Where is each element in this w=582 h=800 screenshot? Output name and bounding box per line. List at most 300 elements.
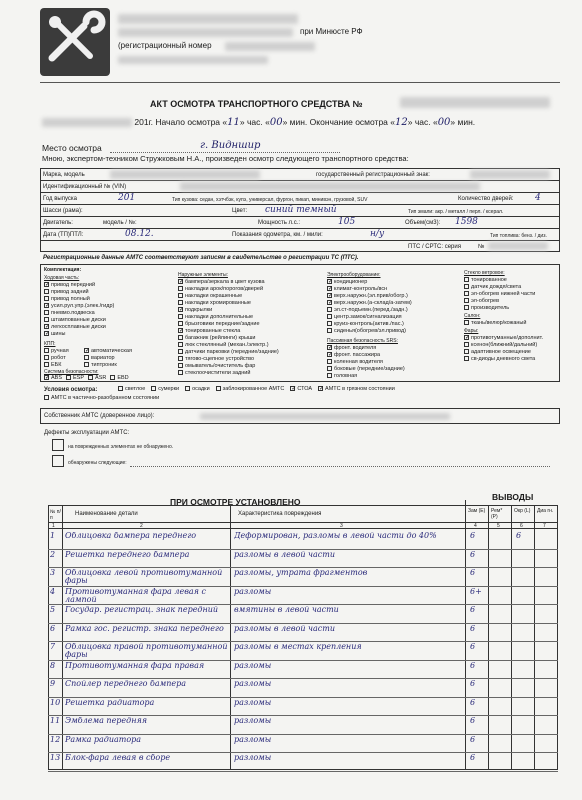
glass-item[interactable] — [464, 277, 558, 284]
checkbox[interactable] — [178, 286, 183, 291]
part-name: Эмблема передняя — [65, 717, 148, 725]
checkbox[interactable] — [178, 328, 183, 333]
end-min: 00 — [437, 117, 451, 128]
checkbox-label: эл-обогрев нижней части — [471, 291, 536, 297]
end-hour-sep: » час. « — [407, 117, 438, 127]
checkbox[interactable] — [178, 321, 183, 326]
part-name: Блок-фара левая в сборе — [65, 754, 171, 762]
checkbox-label: осадки — [192, 386, 210, 392]
lights-item[interactable] — [464, 335, 558, 342]
chassis-item[interactable] — [44, 331, 164, 338]
test-date-value: 08.12. — [125, 229, 154, 239]
checkbox[interactable] — [178, 349, 183, 354]
row-rule — [48, 678, 558, 679]
ext-item[interactable] — [178, 342, 323, 349]
paint-label: Тип эмали: акр. / металл / перл. / ксерал. — [408, 209, 504, 215]
checkbox[interactable] — [318, 386, 323, 391]
checkbox[interactable] — [44, 317, 49, 322]
results-title: ПРИ ОСМОТРЕ УСТАНОВЛЕНО — [170, 497, 301, 507]
cond-item[interactable] — [290, 386, 312, 393]
checkbox-label: EBD — [117, 375, 129, 381]
checkbox[interactable] — [110, 375, 115, 380]
checkbox[interactable] — [178, 300, 183, 305]
vt-rule-6 — [40, 240, 560, 241]
ext-item[interactable] — [178, 349, 323, 356]
test-date-label: Дата (ТП)ПТЛ: — [43, 232, 84, 238]
org-address-redacted — [118, 56, 268, 64]
checkbox[interactable] — [44, 331, 49, 336]
checkbox[interactable] — [44, 375, 49, 380]
year-label: Год выпуска — [43, 196, 77, 202]
conditions-items-list — [118, 386, 395, 393]
col-okr-header: Окр (L) — [514, 508, 531, 514]
replace-mark: 6 — [470, 532, 476, 540]
checkbox[interactable] — [178, 279, 183, 284]
part-name: Облицовка левой противотуманной фары — [65, 569, 223, 585]
chassis-item[interactable] — [44, 310, 164, 317]
row-rule — [48, 604, 558, 605]
checkbox[interactable] — [290, 386, 295, 391]
checkbox-label: привод задний — [51, 289, 89, 295]
checkbox-label: адаптивное освещение — [471, 349, 531, 355]
damage-description: Деформирован, разломы в левой части до 40% — [234, 532, 437, 540]
checkbox-label: ткань/велюр/кожаный — [471, 320, 527, 326]
glass-item[interactable] — [464, 284, 558, 291]
kpp-title: КПП: — [44, 341, 56, 347]
passive-item[interactable] — [327, 352, 467, 359]
salon-items-list — [464, 320, 558, 327]
checkbox[interactable] — [464, 291, 469, 296]
checkbox[interactable] — [44, 324, 49, 329]
make-label: Марка, модель — [43, 172, 85, 178]
checkbox-label: стеклоочистители задний — [185, 370, 251, 376]
chassis-item[interactable] — [44, 289, 164, 296]
checkbox[interactable] — [464, 305, 469, 310]
checkbox-label: верх.наружн.(эл.прив/обогр.) — [334, 293, 408, 299]
salon-item[interactable] — [464, 320, 558, 327]
engine-label: Двигатель: — [43, 220, 73, 226]
reg-label: государственный регистрационный знак: — [316, 172, 430, 178]
fuel-label: Тип топлива: бенз. / диз. — [490, 233, 547, 239]
cond-item[interactable] — [216, 386, 285, 393]
row-rule — [48, 660, 558, 661]
checkbox[interactable] — [327, 359, 332, 364]
date-line — [42, 117, 475, 128]
safety-item[interactable] — [88, 375, 106, 382]
ext-item[interactable] — [178, 300, 323, 307]
checkbox[interactable] — [66, 375, 71, 380]
lights-item[interactable] — [464, 342, 558, 349]
org-name-redacted — [118, 14, 298, 24]
safety-item[interactable] — [44, 375, 62, 382]
checkbox[interactable] — [464, 284, 469, 289]
part-name: Облицовка бампера переднего — [65, 532, 197, 540]
pts-label: ПТС / СРТС: серия — [408, 244, 461, 250]
body-label: Тип кузова: седан, хэтчбэк, купэ, универсал, фургон, пикап, минивэн, грузовой, SUV — [172, 197, 368, 203]
col-no-header: № п/п — [50, 509, 61, 521]
elec-item[interactable] — [327, 307, 467, 314]
column-number: 2 — [140, 523, 143, 529]
col-sep-2 — [230, 505, 231, 770]
checkbox[interactable] — [327, 366, 332, 371]
defect-line-2: обнаружены следующие: — [68, 460, 127, 466]
column-number: 4 — [474, 523, 477, 529]
partial-disassembly-checkbox[interactable] — [44, 395, 49, 400]
ext-item[interactable] — [178, 363, 323, 370]
row-rule — [48, 567, 558, 568]
kpp-item[interactable] — [44, 348, 84, 355]
checkbox-label: св-диоды дневного света — [471, 356, 536, 362]
org-reg-number-text: (регистрационный номер — [118, 41, 212, 50]
replace-mark: 6 — [470, 550, 476, 559]
checkbox-label: накладки окрашенные — [185, 293, 243, 299]
checkbox[interactable] — [327, 307, 332, 312]
row-number: 2 — [50, 550, 56, 559]
safety-items-list — [44, 375, 129, 382]
damage-description: разломы — [234, 587, 272, 596]
checkbox-label: накладки дополнительные — [185, 314, 254, 320]
checkbox-label: шины — [51, 331, 66, 337]
checkbox-label: эл-обогрев — [471, 298, 500, 304]
cond-item[interactable] — [318, 386, 395, 393]
org-ministry-text: при Минюсте РФ — [300, 27, 363, 36]
cond-item[interactable] — [185, 386, 210, 393]
replace-mark: 6 — [470, 735, 476, 744]
conclusions-title: ВЫВОДЫ — [492, 492, 534, 502]
checkbox-label: усил.рул.упр.(элек./гидр) — [51, 303, 115, 309]
checkbox[interactable] — [464, 335, 469, 340]
part-name: Государ. регистрац. знак передний — [65, 606, 219, 614]
checkbox[interactable] — [178, 335, 183, 340]
make-value-redacted — [110, 170, 260, 179]
salon-title: Салон: — [464, 313, 481, 319]
chassis-item[interactable] — [44, 303, 164, 310]
checkbox[interactable] — [327, 352, 332, 357]
checkbox-label: накладки арок/порогов/дверей — [185, 286, 264, 292]
power-label: Мощность л.с.: — [258, 220, 301, 226]
elec-item[interactable] — [327, 293, 467, 300]
checkbox-label: заблокированное АМТС — [222, 386, 285, 392]
lights-title: Фары: — [464, 328, 479, 334]
checkbox-label: светлое — [125, 386, 146, 392]
checkbox[interactable] — [464, 298, 469, 303]
replace-mark: 6 — [470, 569, 476, 577]
checkbox[interactable] — [84, 348, 89, 353]
passive-item[interactable] — [327, 373, 467, 380]
reg-value-redacted — [470, 170, 550, 179]
chassis-item[interactable] — [44, 324, 164, 331]
safety-title: Система безопасности: — [44, 369, 99, 375]
checkbox[interactable] — [44, 355, 49, 360]
glass-items-list — [464, 277, 558, 312]
row-rule — [48, 697, 558, 698]
elec-item[interactable] — [327, 300, 467, 307]
partial-disassembly-label: АМТС в частично-разобранном состоянии — [51, 395, 160, 401]
column-number: 3 — [340, 523, 343, 529]
start-min: 00 — [269, 117, 283, 128]
passive-title: Пассивная безопасность SRS: — [327, 338, 398, 344]
ext-item[interactable] — [178, 328, 323, 335]
checkbox[interactable] — [44, 348, 49, 353]
checkbox-label: вариатор — [91, 355, 115, 361]
start-label: г. Начало осмотра « — [148, 117, 228, 127]
col-desc-header: Характеристика повреждения — [238, 511, 322, 517]
col-sep-6 — [534, 505, 535, 770]
row-number: 4 — [50, 587, 56, 596]
row-number: 7 — [50, 643, 56, 651]
kpp-items-list — [44, 348, 164, 369]
engine-model-label: модель / №: — [103, 220, 137, 226]
checkbox[interactable] — [44, 296, 49, 301]
checkbox-label: производитель — [471, 305, 510, 311]
lights-item[interactable] — [464, 356, 558, 363]
checkbox[interactable] — [327, 279, 332, 284]
org-reg-redacted — [225, 42, 315, 51]
ext-item[interactable] — [178, 356, 323, 363]
power-value: 105 — [338, 217, 356, 227]
row-rule — [48, 641, 558, 642]
reg-data-title: Регистрационные данные АМТС соответствуют записям в свидетельстве о регистрации ТС (ПТС). — [43, 255, 359, 261]
checkbox-label: датчик дождя/света — [471, 284, 522, 290]
row-number: 3 — [50, 569, 56, 577]
owner-label: Собственник АМТС (доверенное лицо): — [44, 413, 155, 419]
checkbox[interactable] — [216, 386, 221, 391]
org-line2-redacted — [118, 28, 293, 37]
replace-mark: 6 — [470, 661, 476, 670]
column-number: 6 — [520, 523, 523, 529]
ext-item[interactable] — [178, 370, 323, 377]
checkbox[interactable] — [151, 386, 156, 391]
defects-title: Дефекты эксплуатации АМТС: — [44, 430, 130, 436]
checkbox[interactable] — [464, 277, 469, 282]
checkbox-label: климат-контроль/всн — [334, 286, 388, 292]
part-name: Рамка радиатора — [65, 735, 142, 744]
col-diag-header: Диа гн. — [537, 508, 554, 514]
paint-mark: 6 — [516, 532, 522, 540]
defect-underline — [130, 466, 550, 467]
ext-item[interactable] — [178, 293, 323, 300]
vt-rule-5 — [40, 228, 560, 229]
checkbox-label: кондиционер — [334, 279, 368, 285]
chassis-title: Ходовая часть: — [44, 275, 80, 281]
glass-item[interactable] — [464, 291, 558, 298]
vt-rule-1 — [40, 180, 560, 181]
checkbox[interactable] — [84, 355, 89, 360]
odometer-label: Показания одометра, км. / мили: — [232, 232, 323, 238]
elec-item[interactable] — [327, 328, 467, 335]
passive-item[interactable] — [327, 366, 467, 373]
row-number: 8 — [50, 661, 56, 670]
vin-value-redacted — [180, 182, 480, 191]
pts-no-label: № — [478, 244, 485, 250]
replace-mark: 6 — [470, 606, 476, 614]
row-rule — [48, 586, 558, 587]
end-min-label: » мин. — [450, 117, 476, 127]
checkbox-label: центр.замок/сигнализация — [334, 314, 402, 320]
checkbox[interactable] — [178, 370, 183, 375]
equipment-title: Комплектация: — [44, 267, 82, 273]
lights-item[interactable] — [464, 349, 558, 356]
kpp-item[interactable] — [84, 355, 154, 362]
color-label: Цвет: — [232, 208, 248, 214]
row-number: 10 — [50, 698, 61, 707]
safety-item[interactable] — [110, 375, 128, 382]
checkbox[interactable] — [178, 307, 183, 312]
lights-items-list — [464, 335, 558, 363]
checkbox[interactable] — [464, 320, 469, 325]
owner-value-redacted — [200, 413, 450, 420]
checkbox[interactable] — [327, 286, 332, 291]
checkbox[interactable] — [327, 373, 332, 378]
checkbox-label: подкрылки — [185, 307, 213, 313]
checkbox-label: омыватель/очиститель фар — [185, 363, 256, 369]
part-name: Решетка радиатора — [65, 698, 155, 707]
replace-mark: 6 — [470, 680, 476, 688]
checkbox[interactable] — [178, 363, 183, 368]
year-value: 201 — [118, 193, 136, 203]
checkbox[interactable] — [44, 282, 49, 287]
elec-items-list — [327, 279, 467, 335]
row-number: 13 — [50, 754, 61, 762]
replace-mark: 6 — [470, 717, 476, 725]
checkbox-label: тонированное — [471, 277, 507, 283]
checkbox[interactable] — [185, 386, 190, 391]
checkbox-label: бампера/зеркала в цвет кузова — [185, 279, 265, 285]
checkbox[interactable] — [44, 303, 49, 308]
place-value: г. Видншир — [200, 140, 261, 151]
checkbox[interactable] — [178, 342, 183, 347]
checkbox-label: привод передний — [51, 282, 96, 288]
part-name: Решетка переднего бампера — [65, 550, 190, 559]
passive-items-list — [327, 345, 467, 380]
damage-description: разломы — [234, 661, 272, 670]
min-label: » мин. Окончание осмотра « — [282, 117, 395, 127]
checkbox-label: ручная — [51, 348, 69, 354]
ext-item[interactable] — [178, 321, 323, 328]
checkbox[interactable] — [464, 349, 469, 354]
part-name: Противотуманная фара правая — [65, 661, 205, 670]
glass-title: Стекло ветровое: — [464, 270, 505, 276]
checkbox-label: АМТС в грязном состоянии — [325, 386, 395, 392]
passive-item[interactable] — [327, 359, 467, 366]
elec-item[interactable] — [327, 314, 467, 321]
col-sep-3 — [465, 500, 466, 770]
damage-description: разломы, утрата фрагментов — [234, 569, 368, 577]
checkbox[interactable] — [118, 386, 123, 391]
checkbox[interactable] — [44, 362, 49, 367]
checkbox-label: фронт. водителя — [334, 345, 377, 351]
cond-item[interactable] — [118, 386, 145, 393]
passive-item[interactable] — [327, 345, 467, 352]
checkbox[interactable] — [44, 310, 49, 315]
checkbox[interactable] — [88, 375, 93, 380]
elec-item[interactable] — [327, 321, 467, 328]
wrench-logo-icon — [40, 8, 110, 76]
checkbox-label: ESP — [73, 375, 85, 381]
checkbox[interactable] — [44, 289, 49, 294]
damage-description: разломы — [234, 754, 272, 762]
ext-item[interactable] — [178, 286, 323, 293]
damage-description: разломы в местах крепления — [234, 643, 362, 651]
glass-item[interactable] — [464, 305, 558, 312]
row-number: 11 — [50, 717, 61, 725]
expert-text: Мною, экспертом-техником Стружковым Н.А., произведен осмотр следующего транспортного средства: — [42, 154, 409, 163]
ext-items-list — [178, 279, 323, 377]
checkbox[interactable] — [327, 300, 332, 305]
checkbox[interactable] — [84, 362, 89, 367]
col-sep-1 — [62, 505, 63, 770]
cond-item[interactable] — [151, 386, 179, 393]
damage-description: разломы в левой части — [234, 624, 336, 633]
checkbox[interactable] — [178, 293, 183, 298]
checkbox-label: круиз-контроль(актив./пас.) — [334, 321, 404, 327]
checkbox[interactable] — [327, 314, 332, 319]
checkbox[interactable] — [327, 293, 332, 298]
checkbox-label: типтроник — [91, 362, 117, 368]
elec-item[interactable] — [327, 279, 467, 286]
act-title: АКТ ОСМОТРА ТРАНСПОРТНОГО СРЕДСТВА № — [150, 99, 363, 109]
checkbox[interactable] — [464, 356, 469, 361]
elec-title: Электрооборудование: — [327, 272, 381, 278]
checkbox[interactable] — [327, 345, 332, 350]
damage-description: разломы — [234, 735, 272, 744]
kpp-item[interactable] — [84, 348, 154, 355]
chassis-item[interactable] — [44, 317, 164, 324]
glass-item[interactable] — [464, 298, 558, 305]
damage-description: вмятины в левой части — [234, 606, 339, 614]
elec-item[interactable] — [327, 286, 467, 293]
chassis-item[interactable] — [44, 282, 164, 289]
checkbox-label: сумерки — [158, 386, 180, 392]
ext-item[interactable] — [178, 314, 323, 321]
checkbox-label: накладки хромированные — [185, 300, 251, 306]
ext-item[interactable] — [178, 307, 323, 314]
defect-checkbox-2[interactable] — [52, 455, 64, 467]
checkbox-label: ASR — [95, 375, 107, 381]
checkbox-label: фронт. пассажира — [334, 352, 381, 358]
checkbox-label: ЕБК — [51, 362, 62, 368]
ext-item[interactable] — [178, 279, 323, 286]
chassis-item[interactable] — [44, 296, 164, 303]
ext-item[interactable] — [178, 335, 323, 342]
kpp-item[interactable] — [44, 362, 84, 369]
kpp-item[interactable] — [84, 362, 154, 369]
chassis-label: Шасси (рама): — [43, 208, 83, 214]
row-rule — [48, 715, 558, 716]
row-number: 5 — [50, 606, 56, 614]
safety-item[interactable] — [66, 375, 84, 382]
column-number: 7 — [543, 523, 546, 529]
checkbox[interactable] — [327, 328, 332, 333]
damage-description: разломы в левой части — [234, 550, 336, 559]
checkbox[interactable] — [327, 321, 332, 326]
checkbox-label: противотуманные/дополнит. — [471, 335, 544, 341]
kpp-item[interactable] — [44, 355, 84, 362]
row-rule — [48, 623, 558, 624]
checkbox[interactable] — [178, 356, 183, 361]
checkbox[interactable] — [178, 314, 183, 319]
checkbox-label: коленная водителя — [334, 359, 383, 365]
row-rule — [48, 771, 558, 772]
col-zam-header: Зам (Е) — [468, 508, 486, 514]
damage-description: разломы — [234, 717, 272, 725]
volume-label: Объем(см3): — [405, 220, 441, 226]
col-sep-5 — [511, 505, 512, 770]
checkbox-label: тонированные стекла — [185, 328, 241, 334]
defect-checkbox-1[interactable] — [52, 439, 64, 451]
checkbox-label: ABS — [51, 375, 63, 381]
checkbox[interactable] — [464, 342, 469, 347]
